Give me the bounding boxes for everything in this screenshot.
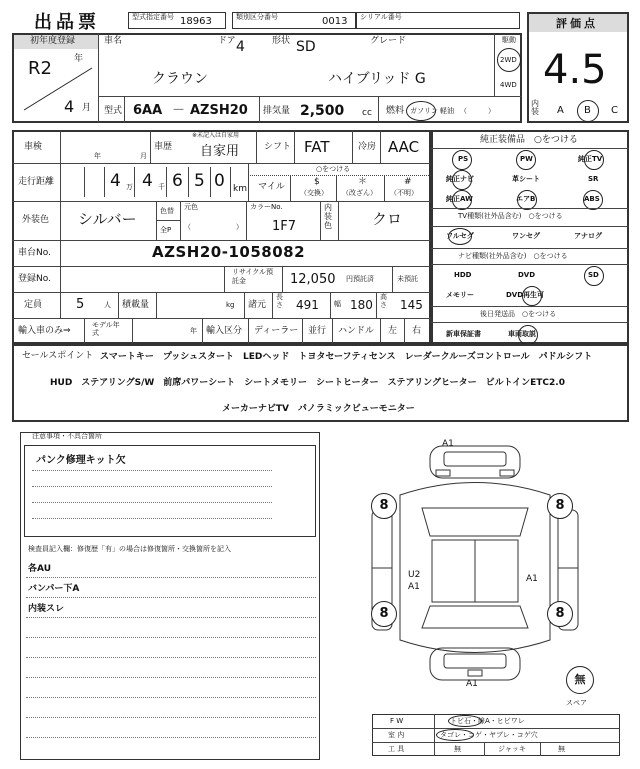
fw-value: トビ石・線A・ヒビワレ: [450, 717, 525, 725]
eq-tv: 純正TV: [578, 155, 603, 163]
serial-box: [356, 12, 520, 29]
eq-leather: 革シート: [512, 175, 540, 183]
displacement-label: 排気量: [263, 106, 291, 116]
model-prefix: 6AA: [133, 103, 163, 118]
parallel: 並行: [308, 326, 327, 336]
navi-hdd: HDD: [454, 271, 472, 279]
page-title: 出品票: [34, 12, 100, 33]
length: 491: [296, 298, 319, 312]
diesel-label: 軽油: [440, 107, 454, 115]
import-class-label: 輸入区分: [206, 326, 243, 336]
first-reg-label: 初年度登録: [30, 36, 76, 46]
drive-label: 駆動: [502, 36, 516, 44]
era: R2: [28, 58, 52, 79]
tools-v1: 無: [454, 745, 461, 753]
exterior-color: シルバー: [78, 210, 137, 228]
grade-c: C: [611, 105, 618, 116]
mileage-d3: 0: [214, 171, 225, 191]
eq-pw-circle: [516, 150, 536, 170]
damage-front: A1: [442, 439, 454, 449]
eq-airbag: エアB: [516, 195, 536, 203]
mileage-label: 走行距離: [18, 177, 55, 187]
fuel-circle: [406, 101, 436, 121]
selling-line-2: HUD ステアリングS/W 前席パワーシート シートメモリー シートヒーター ステアリングヒーター ビルトインETC2.0: [50, 378, 565, 388]
person-unit: 人: [104, 301, 111, 309]
shape: SD: [296, 39, 316, 55]
tire-rear-left: 8: [371, 601, 397, 627]
km-unit: km: [233, 184, 247, 194]
sen-unit: 千: [158, 183, 165, 191]
color-no: 1F7: [272, 219, 297, 234]
month-unit: 月: [82, 103, 92, 113]
interior-color-label: 内装色: [324, 203, 332, 230]
tire-front-right: 8: [547, 493, 573, 519]
genuine-title: 純正装備品 ○をつける: [480, 135, 578, 145]
inspection-label: 車検: [24, 142, 43, 152]
fuel-gasoline: ガソリン: [410, 107, 438, 115]
mileage-d1: 6: [172, 171, 183, 191]
model-year-unit: 年: [190, 327, 197, 335]
opt-unknown-sym: #: [404, 177, 412, 187]
tv-analog: アナログ: [574, 232, 602, 240]
grade-b: B: [584, 105, 591, 116]
navi-dvd-play: DVD再生可: [506, 291, 545, 299]
drive-2wd: 2WD: [500, 56, 517, 64]
reg-month: 4: [64, 97, 75, 116]
height-label: 高さ: [380, 293, 387, 309]
model-year-label: モデル年式: [92, 321, 120, 338]
inspection-year-unit: 年: [94, 152, 101, 160]
chassis: AZSH20-1058082: [152, 243, 306, 261]
navi-title: ナビ種類(社外品含む) ○をつける: [458, 252, 568, 260]
later-warranty: 新車保証書: [446, 330, 481, 338]
left-handle: 左: [388, 326, 398, 336]
later-manual-circle: [518, 325, 538, 345]
inspector-label: 検査員記入欄：修復歴「有」の場合は修復箇所・交換箇所を記入: [28, 545, 231, 553]
selling-line-3: メーカーナビTV パノラミックビューモニター: [222, 404, 415, 414]
eq-navi-circle: [452, 170, 472, 190]
tools-label: 工 具: [388, 745, 405, 753]
mileage-man: 4: [110, 171, 121, 191]
opt-unknown: （不明）: [390, 189, 418, 197]
interior-row-label: 室 内: [388, 731, 405, 739]
navi-dvd: DVD: [518, 271, 536, 279]
eq-pw: PW: [520, 155, 533, 163]
eq-tv-circle: [584, 150, 604, 170]
mileage-note: ○をつける: [316, 165, 351, 173]
inspector-line-3: 内装スレ: [28, 604, 65, 614]
height: 145: [400, 298, 423, 312]
spare-tire: 無: [566, 666, 594, 694]
history: 自家用: [200, 144, 240, 159]
interior-row-value: タゴレ・コゲ・ヤブレ・コゲ穴: [440, 731, 538, 739]
kg-unit: kg: [226, 301, 235, 309]
ac: AAC: [388, 138, 420, 156]
color-change-label: 色替: [160, 207, 174, 215]
drive-4wd: 4WD: [500, 81, 517, 89]
damage-left: U2 A1: [408, 570, 421, 592]
color-no-label: カラーNo.: [250, 203, 283, 211]
grade: ハイブリッド G: [328, 71, 426, 87]
recycle: 12,050: [290, 272, 336, 287]
later-manual: 車両取説: [508, 330, 536, 338]
opt-exchange: （交換）: [300, 189, 328, 197]
class-no-value: 0013: [322, 16, 348, 27]
color-original-label: 元色: [184, 203, 198, 211]
tire-front-left: 8: [371, 493, 397, 519]
inspector-line-1: 各AU: [28, 564, 51, 574]
yen-deposit: 円預託済: [346, 275, 374, 283]
tools-v3: 無: [558, 745, 565, 753]
navi-memory: メモリー: [446, 291, 474, 299]
type-no-label: 型式指定番号: [132, 13, 174, 21]
shape-label: 形状: [272, 36, 291, 46]
dims-label: 諸元: [248, 300, 267, 310]
class-no-label: 類別区分番号: [236, 13, 278, 21]
mile-label: マイル: [258, 182, 285, 192]
mileage-d2: 5: [194, 171, 205, 191]
model: AZSH20: [190, 103, 248, 118]
selling-line-1: スマートキー プッシュスタート LEDヘッド トヨタセーフティセンス レーダークルーズコントロール パドルシフト: [100, 352, 593, 362]
eq-ps: PS: [458, 155, 469, 163]
model-label: 型式: [104, 106, 123, 116]
grade-a: A: [557, 105, 564, 116]
opt-exchange-sym: $: [314, 177, 320, 187]
shift: FAT: [304, 138, 330, 156]
capacity: 5: [76, 297, 85, 312]
grade-b-circle: [577, 100, 599, 122]
tools-jack: ジャッキ: [498, 745, 526, 753]
color-original-paren: （: [184, 223, 191, 231]
eq-abs-circle: [583, 190, 603, 210]
navi-sd-circle: [584, 266, 604, 286]
eq-abs: ABS: [584, 195, 600, 203]
car-name-label: 車名: [104, 36, 123, 46]
cc-unit: cc: [362, 108, 372, 118]
shift-label: シフト: [264, 142, 292, 152]
width-label: 幅: [334, 300, 341, 308]
chassis-label: 車台No.: [18, 248, 51, 258]
fw-label: F W: [390, 717, 404, 725]
inspection-month-unit: 月: [140, 152, 147, 160]
inspector-line-2: バンパー下A: [28, 584, 80, 594]
dealer: ディーラー: [254, 326, 299, 336]
interior-color: クロ: [372, 210, 403, 228]
color-original-paren-close: ）: [236, 223, 243, 231]
notes-label: 注意事項・不具合箇所: [32, 432, 102, 440]
fw-circle: [448, 715, 482, 727]
diesel-paren: （ ）: [460, 107, 495, 115]
opt-tamper-sym: ＊: [358, 177, 368, 187]
load-label: 積載量: [122, 300, 150, 310]
tv-fullseg: フルセグ: [446, 232, 474, 240]
damage-rear: A1: [466, 679, 478, 689]
ac-label: 冷房: [358, 142, 377, 152]
door-label: ドア: [218, 36, 236, 46]
history-label: 車歴: [154, 142, 173, 152]
recycle-label: リサイクル預託金: [232, 268, 274, 286]
eq-aw: 純正AW: [446, 195, 473, 203]
interior-circle: [436, 729, 474, 741]
spare-label: スペア: [566, 699, 587, 707]
eq-sr: SR: [588, 175, 599, 183]
eq-navi: 純正ナビ: [446, 175, 474, 183]
right-handle: 右: [412, 326, 422, 336]
drive-2wd-circle: [497, 48, 521, 72]
score-value: 4.5: [543, 47, 607, 93]
eq-airbag-circle: [517, 190, 537, 210]
car-name: クラウン: [152, 71, 208, 87]
width: 180: [350, 298, 373, 312]
allp-label: 全P: [160, 226, 172, 234]
eq-ps-circle: [452, 150, 472, 170]
history-note: ※未記入は自家用: [192, 132, 240, 139]
opt-tamper: （改ざん）: [342, 189, 377, 197]
regno-label: 登録No.: [18, 274, 51, 284]
fuel-label: 燃料: [386, 106, 405, 116]
tv-fullseg-circle: [448, 228, 472, 245]
serial-label: シリアル番号: [360, 13, 402, 21]
tire-rear-right: 8: [547, 601, 573, 627]
later-title: 後日発送品 ○をつける: [480, 310, 557, 318]
navi-dvd-play-circle: [522, 286, 542, 306]
color-label: 外装色: [22, 215, 50, 225]
handle-label: ハンドル: [338, 326, 375, 336]
doors: 4: [236, 39, 245, 55]
interior-grade-label: 内装: [531, 99, 539, 116]
length-label: 長さ: [276, 293, 283, 309]
import-label: 輸入車のみ⇒: [18, 326, 71, 336]
displacement: 2,500: [300, 103, 345, 119]
tv-oneseg: ワンセグ: [512, 232, 540, 240]
navi-sd: SD: [588, 271, 599, 279]
not-deposit: 未預託: [397, 275, 418, 283]
model-dash: －: [172, 103, 186, 118]
tv-title: TV種類(社外品含む) ○をつける: [458, 212, 563, 220]
car-diagram: [360, 440, 590, 690]
capacity-label: 定員: [24, 300, 43, 310]
selling-points-label: セールスポイント: [22, 351, 94, 361]
mileage-sen: 4: [142, 171, 153, 191]
man-unit: 万: [126, 183, 133, 191]
year-unit: 年: [74, 54, 84, 64]
type-no-value: 18963: [180, 16, 212, 27]
score-label: 評価点: [556, 17, 598, 30]
eq-aw-circle: [452, 190, 472, 210]
grade-label: グレード: [370, 36, 407, 46]
notes-text: パンク修理キット欠: [36, 455, 126, 466]
damage-right: A1: [526, 574, 538, 584]
